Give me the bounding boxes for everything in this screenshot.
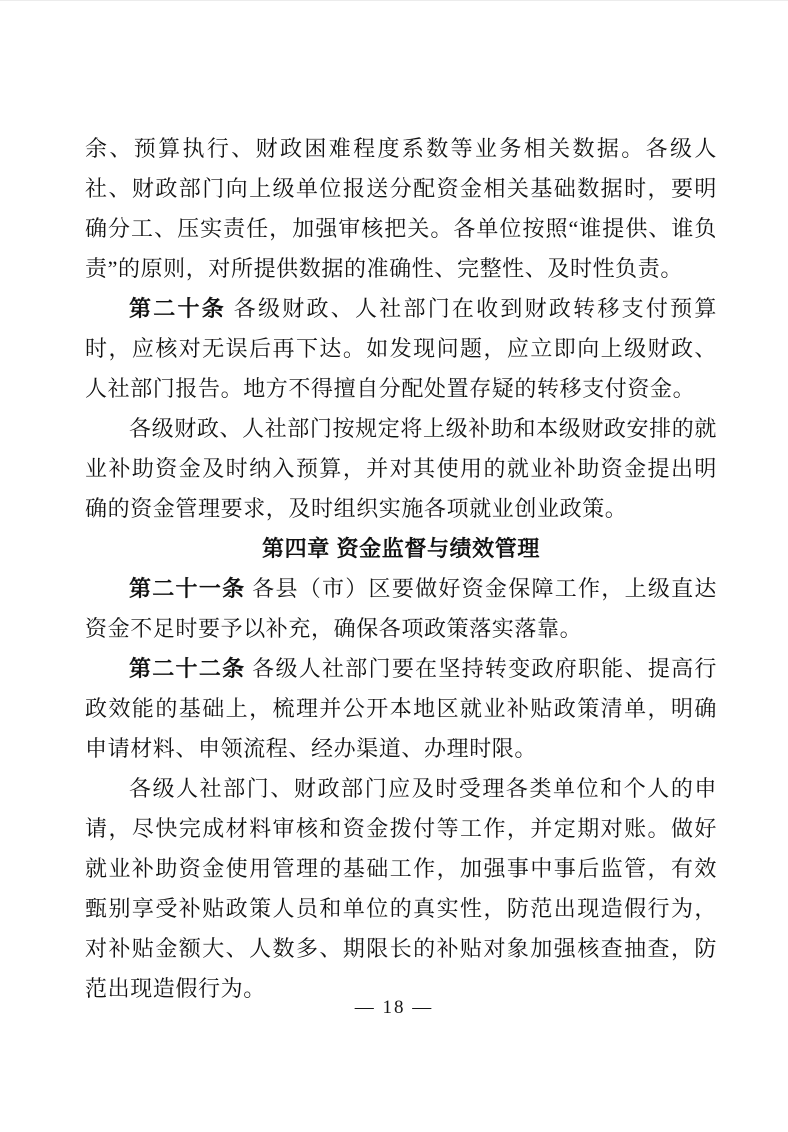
paragraph-text: 余、预算执行、财政困难程度系数等业务相关数据。各级人社、财政部门向上级单位报送分配资金相关基础数据时，要明确分工、压实责任，加强审核把关。各单位按照“谁提供、谁负责”的原则，对所提供数据的准确性、完整性、及时性负责。	[85, 136, 717, 281]
paragraph	[85, 289, 717, 409]
paragraph-text: 各级财政、人社部门在收到财政转移支付预算时，应核对无误后再下达。如发现问题，应立即向上级财政、人社部门报告。地方不得擅自分配处置存疑的转移支付资金。	[85, 296, 717, 401]
paragraph-text: 各级人社部门要在坚持转变政府职能、提高行政效能的基础上，梳理并公开本地区就业补贴政策清单，明确申请材料、申领流程、经办渠道、办理时限。	[85, 656, 717, 761]
paragraph	[85, 569, 717, 649]
article-number: 第二十条	[129, 296, 226, 321]
paragraph-text: 各级财政、人社部门按规定将上级补助和本级财政安排的就业补助资金及时纳入预算，并对其使用的就业补助资金提出明确的资金管理要求，及时组织实施各项就业创业政策。	[85, 416, 717, 521]
paragraph	[85, 129, 717, 289]
article-number: 第二十二条	[129, 656, 246, 681]
page-number: — 18 —	[354, 997, 434, 1018]
article-number: 第四章 资金监督与绩效管理	[262, 536, 540, 561]
document-body	[85, 129, 717, 1009]
chapter-heading	[85, 529, 717, 569]
paragraph-text: 各县（市）区要做好资金保障工作，上级直达资金不足时要予以补充，确保各项政策落实落靠。	[85, 576, 717, 641]
paragraph	[85, 649, 717, 769]
article-number: 第二十一条	[129, 576, 246, 601]
paragraph-text: 各级人社部门、财政部门应及时受理各类单位和个人的申请，尽快完成材料审核和资金拨付等工作，并定期对账。做好就业补助资金使用管理的基础工作，加强事中事后监管，有效甄别享受补贴政策人员和单位的真实性，防范出现造假行为，对补贴金额大、人数多、期限长的补贴对象加强核查抽查，防范出现造假行为。	[85, 776, 717, 1001]
paragraph	[85, 769, 717, 1009]
paragraph	[85, 409, 717, 529]
